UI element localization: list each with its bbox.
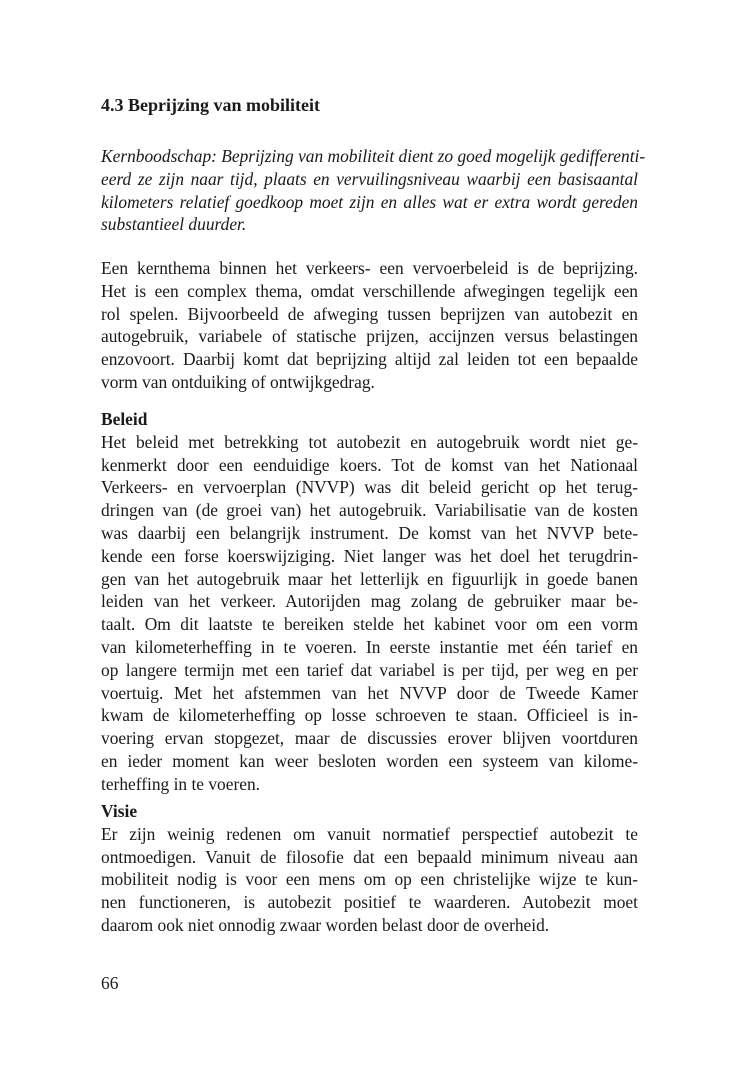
intro-line: autogebruik, variabele of statische prijzen, accijnzen versus belastingen	[101, 326, 638, 347]
kernboodschap-line: kilometers relatief goedkoop moet zijn en alles wat er extra wordt gereden	[101, 191, 638, 212]
section-title: 4.3 Beprijzing van mobiliteit	[101, 95, 320, 115]
page-number: 66	[101, 973, 119, 993]
beleid-section	[101, 408, 638, 796]
beleid-line: taalt. Om dit laatste te bereiken stelde het kabinet voor om een vorm	[101, 614, 638, 635]
beleid-line: leiden van het verkeer. Autorijden mag zolang de gebruiker maar be-	[101, 591, 638, 612]
intro-line: Een kernthema binnen het verkeers- een vervoerbeleid is de beprijzing.	[101, 258, 638, 278]
kernboodschap-line: substantieel duurder.	[101, 214, 247, 235]
beleid-line: kende een forse koerswijziging. Niet langer was het doel het terugdrin-	[101, 545, 638, 566]
beleid-line: was daarbij een belangrijk instrument. De komst van het NVVP bete-	[101, 522, 638, 543]
intro-line: Het is een complex thema, omdat verschillende afwegingen tegelijk een	[101, 280, 638, 301]
beleid-line: gen van het autogebruik maar het letterlijk en figuurlijk in goede banen	[101, 568, 638, 589]
intro-line: rol spelen. Bijvoorbeeld de afweging tussen beprijzen van autobezit en	[101, 303, 638, 324]
visie-line: Er zijn weinig redenen om vanuit normatief perspectief autobezit te	[101, 823, 638, 844]
beleid-line: op langere termijn met een tarief dat variabel is per tijd, per weg en per	[101, 659, 638, 680]
beleid-line: Verkeers- en vervoerplan (NVVP) was dit beleid gericht op het terug-	[101, 477, 638, 498]
kernboodschap-line: Kernboodschap: Beprijzing van mobiliteit dient zo goed mogelijk gedifferenti-	[101, 146, 646, 166]
intro-line: vorm van ontduiking of ontwijkgedrag.	[101, 371, 375, 392]
beleid-line: voertuig. Met het afstemmen van het NVVP door de Tweede Kamer	[101, 682, 638, 703]
beleid-line: Het beleid met betrekking tot autobezit en autogebruik wordt niet ge-	[101, 431, 638, 452]
intro-paragraph	[101, 257, 638, 394]
beleid-line: van kilometerheffing in te voeren. In eerste instantie met één tarief en	[101, 636, 638, 657]
kernboodschap-line: eerd ze zijn naar tijd, plaats en vervuilingsniveau waarbij een basisaantal	[101, 168, 638, 189]
visie-line: daarom ook niet onnodig zwaar worden belast door de overheid.	[101, 914, 550, 935]
beleid-line: terheffing in te voeren.	[101, 773, 261, 794]
beleid-line: kwam de kilometerheffing op losse schroeven te staan. Officieel is in-	[101, 705, 638, 726]
beleid-line: kenmerkt door een eenduidige koers. Tot de komst van het Nationaal	[101, 454, 638, 475]
beleid-line: voering ervan stopgezet, maar de discussies erover blijven voortduren	[101, 728, 638, 749]
kernboodschap-paragraph	[101, 145, 646, 236]
visie-section	[101, 800, 638, 937]
visie-line: ontmoedigen. Vanuit de filosofie dat een bepaald minimum niveau aan	[101, 846, 638, 867]
intro-line: enzovoort. Daarbij komt dat beprijzing altijd zal leiden tot een bepaalde	[101, 349, 638, 370]
visie-line: nen functioneren, is autobezit positief te waarderen. Autobezit moet	[101, 892, 638, 913]
beleid-heading: Beleid	[101, 409, 148, 429]
visie-heading: Visie	[101, 801, 138, 821]
beleid-line: dringen van (de groei van) het autogebruik. Variabilisatie van de kosten	[101, 500, 638, 521]
beleid-line: en ieder moment kan weer besloten worden een systeem van kilome-	[101, 750, 638, 771]
visie-line: mobiliteit nodig is voor een mens om op een christelijke wijze te kun-	[101, 869, 638, 890]
